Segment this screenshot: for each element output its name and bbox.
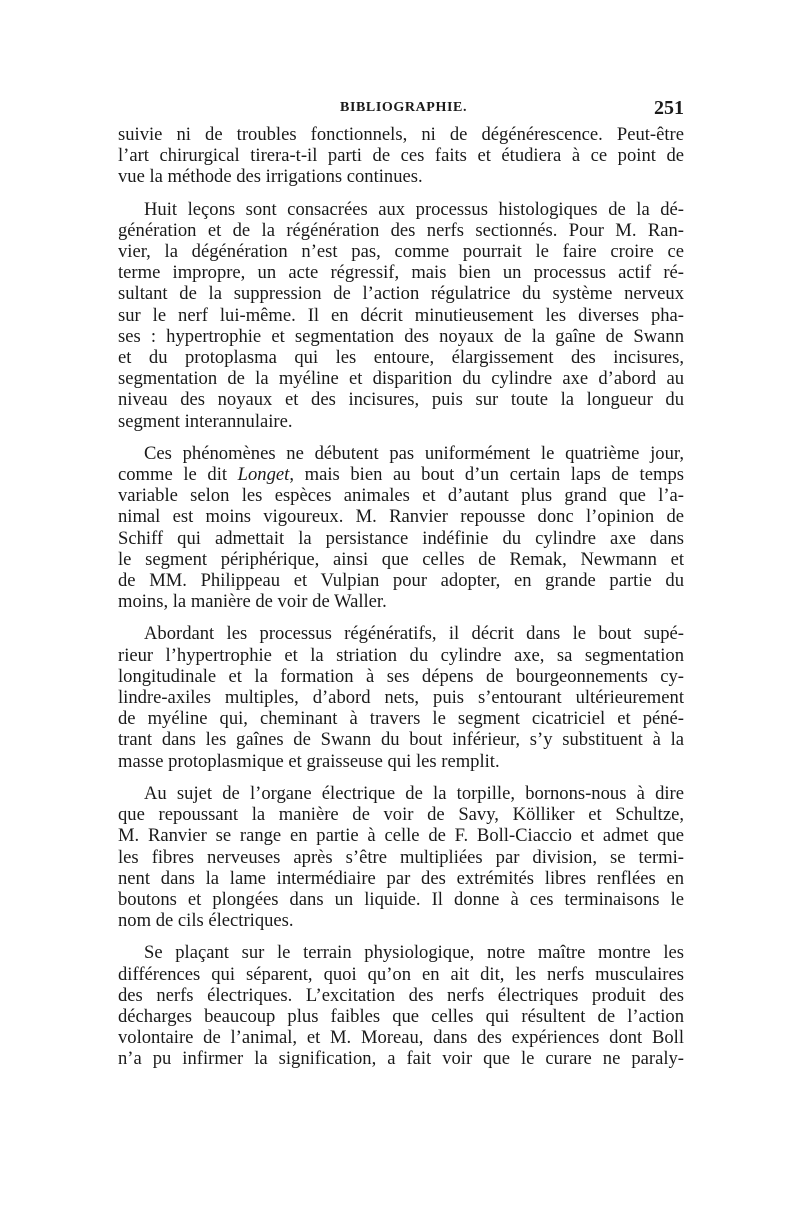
text-line: vier, la dégénération n’est pas, comme pourrait le faire croire ce: [118, 241, 684, 263]
running-title: BIBLIOGRAPHIE.: [340, 100, 468, 115]
text-line: n’a pu infirmer la signification, a fait voir que le curare ne paraly-: [118, 1048, 684, 1070]
body-text: [118, 124, 684, 1070]
text-line: comme le dit Longet, mais bien au bout d’un certain laps de temps: [118, 464, 684, 486]
text-line: nent dans la lame intermédiaire par des extrémités libres renflées en: [118, 867, 684, 889]
paragraph: [118, 124, 684, 188]
text-line: les fibres nerveuses après s’être multipliées par division, se termi-: [118, 846, 684, 868]
text-line: le segment périphérique, ainsi que celles de Remak, Newmann et: [118, 548, 684, 570]
paragraph: [118, 199, 684, 432]
running-head: [118, 98, 684, 122]
text-line: suivie ni de troubles fonctionnels, ni de dégénérescence. Peut-être: [118, 124, 684, 145]
text-line: de MM. Philippeau et Vulpian pour adopter, en grande partie du: [118, 570, 684, 592]
text-line: boutons et plongées dans un liquide. Il donne à ces terminaisons le: [118, 888, 684, 910]
paragraph: [118, 942, 684, 1069]
text-line: longitudinale et la formation à ses dépens de bourgeonnements cy-: [118, 665, 684, 687]
text-line: génération et de la régénération des nerfs sectionnés. Pour M. Ran-: [118, 219, 684, 241]
text-line: Abordant les processus régénératifs, il décrit dans le bout supé-: [144, 623, 684, 645]
text-line: masse protoplasmique et graisseuse qui les remplit.: [118, 750, 500, 772]
text-line: terme impropre, un acte régressif, mais bien un processus actif ré-: [118, 262, 684, 284]
text-line: M. Ranvier se range en partie à celle de F. Boll-Ciaccio et admet que: [118, 825, 684, 847]
text-line: Au sujet de l’organe électrique de la torpille, bornons-nous à dire: [144, 782, 684, 804]
page-number: 251: [654, 97, 684, 119]
text-line: que repoussant la manière de voir de Savy, Kölliker et Schultze,: [118, 804, 684, 826]
text-line: niveau des noyaux et des incisures, puis sur toute la longueur du: [118, 389, 684, 411]
text-line: segment interannulaire.: [118, 410, 293, 432]
text-line: Se plaçant sur le terrain physiologique, notre maître montre les: [144, 942, 684, 964]
paragraph: [118, 623, 684, 771]
text-line: ses : hypertrophie et segmentation des noyaux de la gaîne de Swann: [118, 325, 684, 347]
text-line: nom de cils électriques.: [118, 910, 294, 932]
text-line: variable selon les espèces animales et d’autant plus grand que l’a-: [118, 485, 684, 507]
text-line: sultant de la suppression de l’action régulatrice du système nerveux: [118, 283, 684, 305]
text-line: volontaire de l’animal, et M. Moreau, dans des expériences dont Boll: [118, 1027, 684, 1049]
text-line: moins, la manière de voir de Waller.: [118, 591, 387, 613]
text-line: trant dans les gaînes de Swann du bout inférieur, s’y substituent à la: [118, 729, 684, 751]
text-line: lindre-axiles multiples, d’abord nets, puis s’entourant ultérieurement: [118, 687, 684, 709]
text-line: Ces phénomènes ne débutent pas uniformément le quatrième jour,: [144, 442, 684, 464]
text-line: différences qui séparent, quoi qu’on en ait dit, les nerfs musculaires: [118, 963, 684, 985]
paragraph: [118, 783, 684, 931]
text-line: des nerfs électriques. L’excitation des nerfs électriques produit des: [118, 984, 684, 1006]
text-line: rieur l’hypertrophie et la striation du cylindre axe, sa segmentation: [118, 644, 684, 666]
text-line: l’art chirurgical tirera-t-il parti de ces faits et étudiera à ce point de: [118, 145, 684, 167]
book-page: [118, 98, 684, 1070]
paragraph: [118, 443, 684, 613]
text-line: sur le nerf lui-même. Il en décrit minutieusement les diverses pha-: [118, 304, 684, 326]
text-line: décharges beaucoup plus faibles que celles qui résultent de l’action: [118, 1005, 684, 1027]
text-line: Schiff qui admettait la persistance indéfinie du cylindre axe dans: [118, 527, 684, 549]
text-line: de myéline qui, cheminant à travers le segment cicatriciel et péné-: [118, 708, 684, 730]
text-line: vue la méthode des irrigations continues.: [118, 166, 423, 188]
text-line: et du protoplasma qui les entoure, élargissement des incisures,: [118, 347, 684, 369]
text-line: segmentation de la myéline et disparition du cylindre axe d’abord au: [118, 368, 684, 390]
text-line: Huit leçons sont consacrées aux processus histologiques de la dé-: [144, 198, 684, 220]
text-line: nimal est moins vigoureux. M. Ranvier repousse donc l’opinion de: [118, 506, 684, 528]
